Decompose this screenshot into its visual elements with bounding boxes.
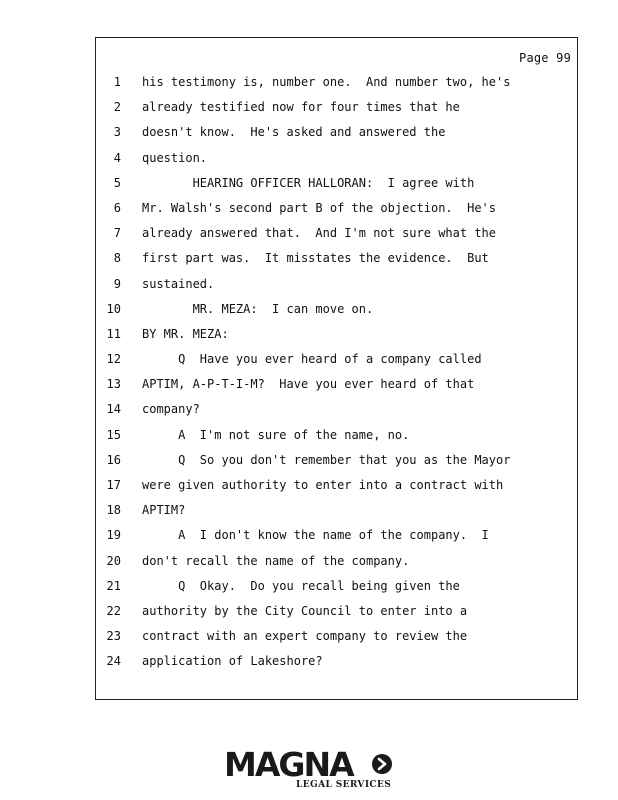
line-text: A I don't know the name of the company. I [142,528,489,543]
line-number: 10 [106,301,121,316]
line-text: APTIM? [142,503,186,518]
line-text: don't recall the name of the company. [142,553,410,568]
line-text: authority by the City Council to enter into a [142,603,468,618]
transcript-line [96,652,577,677]
line-number: 24 [106,654,121,669]
line-text: first part was. It misstates the evidence. But [142,251,489,266]
line-text: his testimony is, number one. And number two, he's [142,75,511,89]
transcript-line [96,602,577,627]
line-text: MR. MEZA: I can move on. [142,301,374,316]
line-number: 14 [106,402,121,417]
transcript-line [96,98,577,123]
line-text: already testified now for four times that he [142,100,460,115]
transcript-line [96,451,577,476]
transcript-line [96,224,577,249]
line-text: application of Lakeshore? [142,654,323,669]
line-number: 7 [113,226,121,241]
transcript-line [96,501,577,526]
transcript-lines [96,73,577,678]
transcript-line [96,627,577,652]
logo-subtitle: LEGAL SERVICES [296,780,392,790]
line-text: doesn't know. He's asked and answered the [142,125,446,140]
line-text: already answered that. And I'm not sure what the [142,226,497,241]
line-number: 18 [106,503,121,518]
line-text: APTIM, A-P-T-I-M? Have you ever heard of that [142,377,475,392]
transcript-line [96,526,577,551]
line-text: sustained. [142,276,215,291]
line-text: contract with an expert company to review the [142,629,468,644]
transcript-line [96,174,577,199]
line-number: 19 [106,528,121,543]
transcript-line [96,73,577,98]
line-text: Q Have you ever heard of a company called [142,352,482,367]
transcript-line [96,350,577,375]
line-text: Mr. Walsh's second part B of the objection. He's [142,200,497,215]
line-text: Q So you don't remember that you as the Mayor [142,452,511,467]
line-text: HEARING OFFICER HALLORAN: I agree with [142,175,475,190]
arrow-right-circle-icon [372,754,392,774]
transcript-line [96,552,577,577]
transcript-line [96,476,577,501]
line-number: 15 [106,427,121,442]
line-number: 8 [113,251,121,266]
line-number: 22 [106,603,121,618]
line-text: Q Okay. Do you recall being given the [142,578,460,593]
line-text: A I'm not sure of the name, no. [142,427,410,442]
transcript-line [96,375,577,400]
line-text: BY MR. MEZA: [142,326,229,341]
line-number: 13 [106,377,121,392]
transcript-line [96,275,577,300]
transcript-line [96,249,577,274]
line-number: 2 [113,100,121,115]
line-text: were given authority to enter into a contract with [142,478,504,492]
transcript-page [95,37,578,700]
transcript-line [96,199,577,224]
transcript-line [96,325,577,350]
transcript-line [96,300,577,325]
line-number: 12 [106,352,121,367]
logo-wordmark: MAGNA [224,745,353,784]
line-number: 21 [106,578,121,593]
line-number: 23 [106,629,121,644]
line-number: 3 [113,125,121,140]
transcript-line [96,149,577,174]
line-number: 17 [106,478,121,492]
line-number: 9 [113,276,121,291]
page-number: Page 99 [519,51,571,65]
line-number: 11 [106,326,121,341]
transcript-line [96,400,577,425]
line-number: 16 [106,452,121,467]
line-number: 5 [113,175,121,190]
line-text: company? [142,402,200,417]
line-number: 1 [113,75,121,89]
line-number: 6 [113,200,121,215]
transcript-line [96,123,577,148]
magna-logo [224,745,394,790]
line-text: question. [142,150,208,165]
line-number: 4 [113,150,121,165]
line-number: 20 [106,553,121,568]
transcript-line [96,577,577,602]
transcript-line [96,426,577,451]
